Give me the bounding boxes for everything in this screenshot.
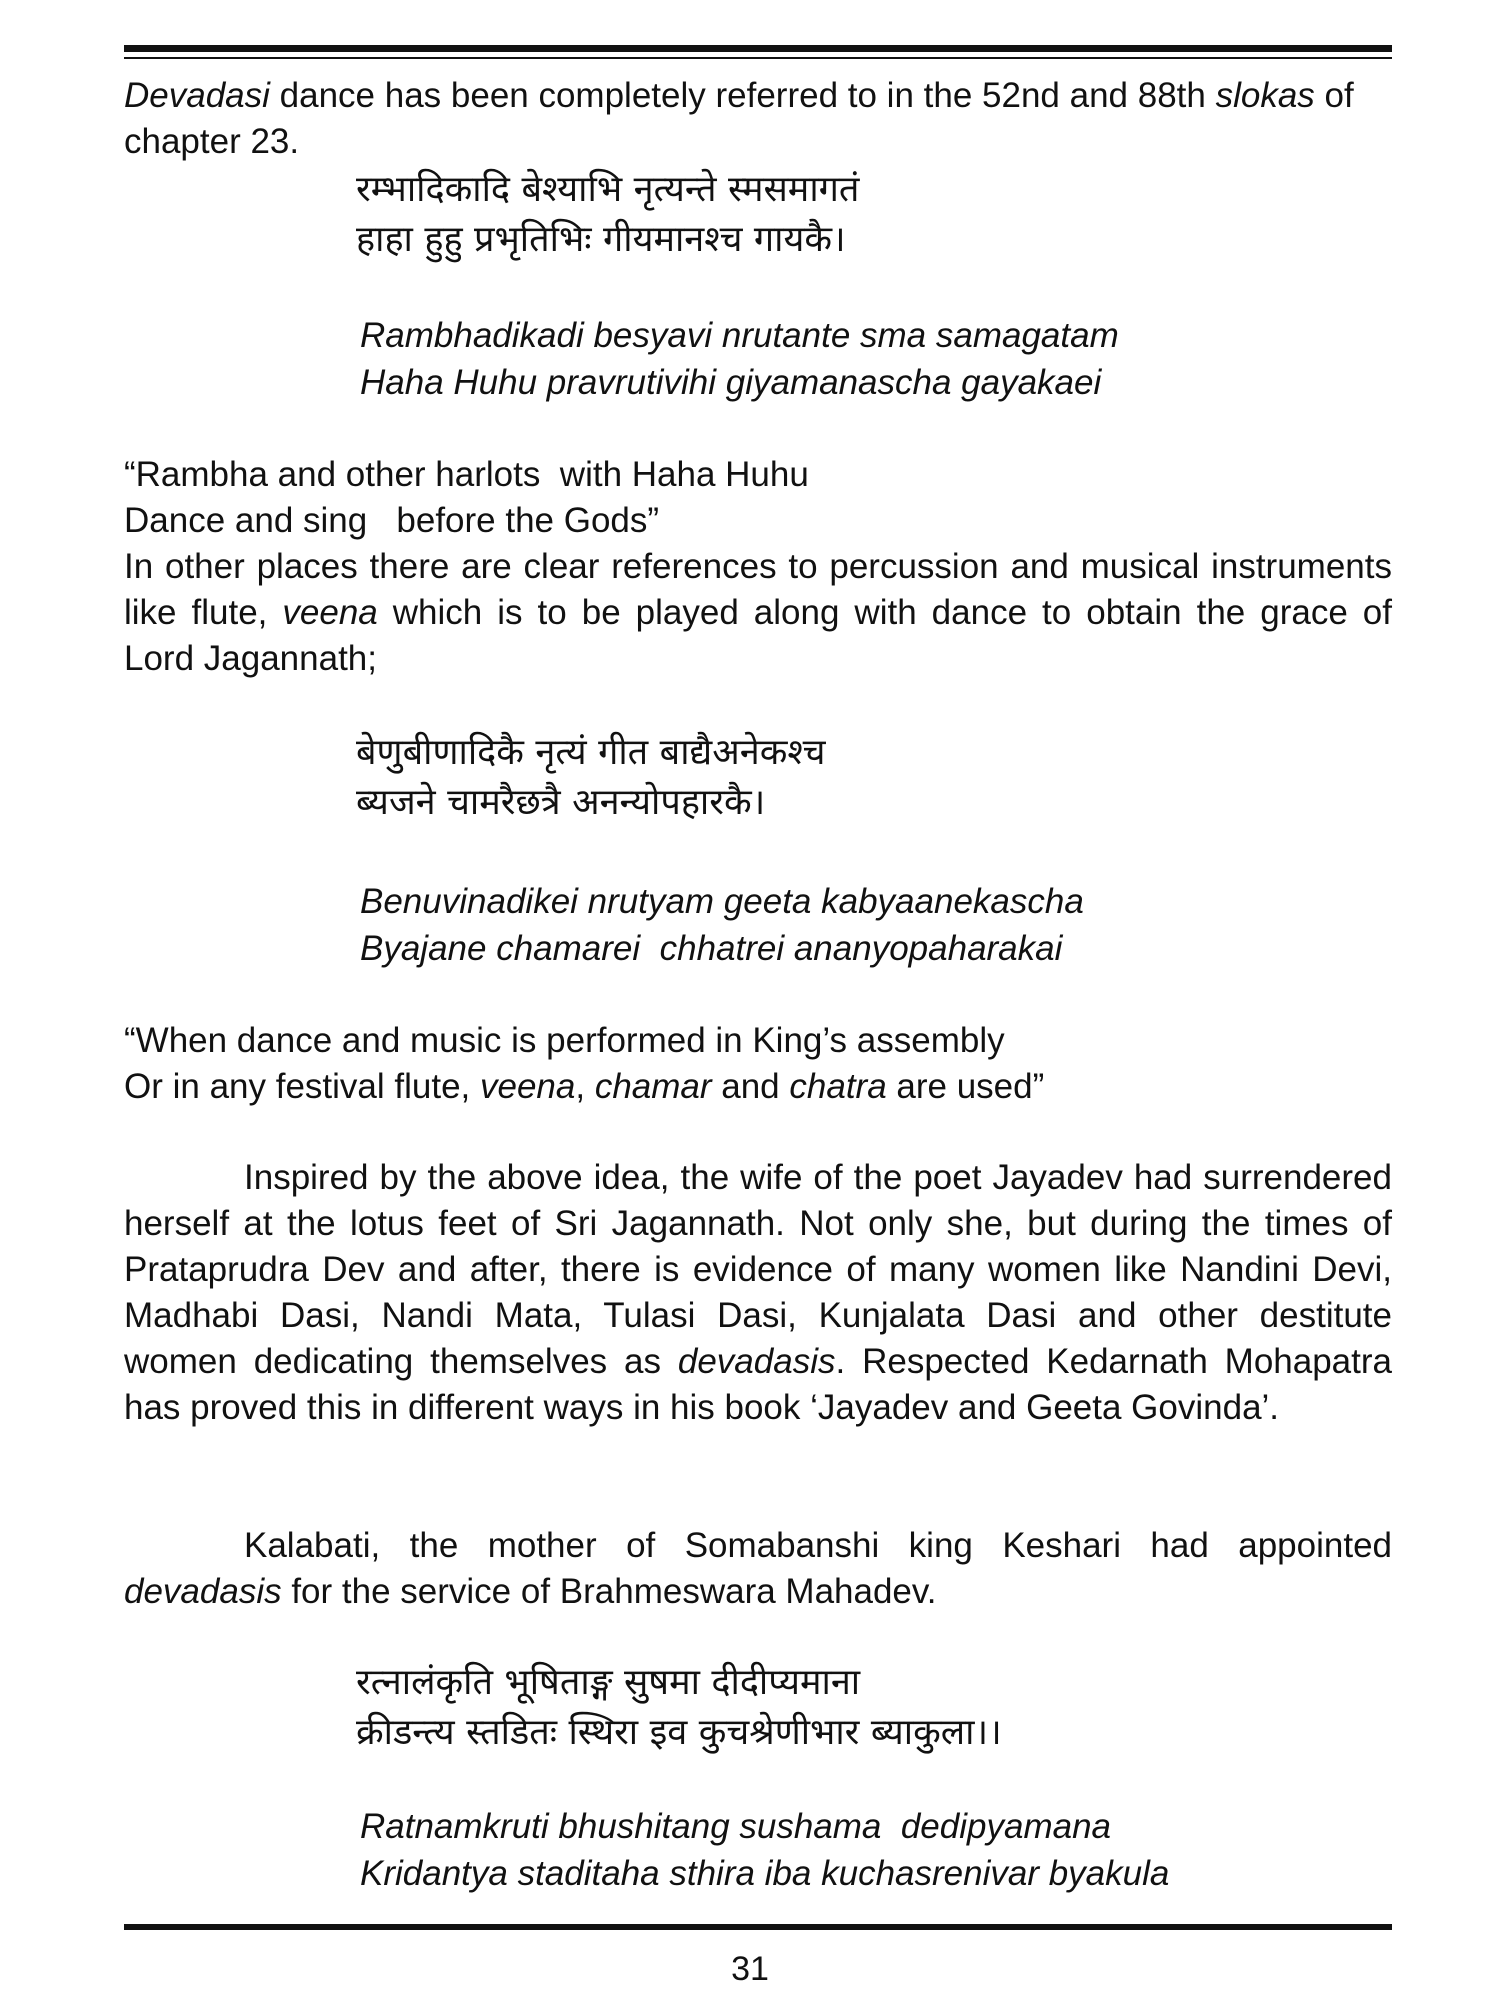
paragraph-devadasi-reference: Devadasi dance has been completely referred to in the 52nd and 88th slokas of chapter 23. xyxy=(124,76,1354,161)
translation-quote-2: “When dance and music is performed in King’s assembly Or in any festival flute, veena, chamar and chatra are used” xyxy=(124,1021,1045,1106)
paragraph-jayadev: Inspired by the above idea, the wife of the poet Jayadev had surrendered herself at the lotus feet of Sri Jagannath. Not only she, but during the times of Prataprudra Dev and after, there is evidence of many women like Nandini Devi, Madhabi Dasi, Nandi Mata, Tulasi Dasi, Kunjalata Dasi and other destitute women dedicating themselves as devadasis. Respected Kedarnath Mohapatra has proved this in different ways in his book ‘Jayadev and Geeta Govinda’. xyxy=(124,1158,1392,1427)
page-number: 31 xyxy=(731,1950,769,1988)
transliteration-3: Ratnamkruti bhushitang sushama dedipyamana Kridantya staditaha sthira iba kuchasrenivar byakula xyxy=(360,1807,1170,1893)
paragraph-instruments: In other places there are clear references to percussion and musical instruments like flute, veena which is to be played along with dance to obtain the grace of Lord Jagannath; xyxy=(124,547,1392,678)
transliteration-2: Benuvinadikei nrutyam geeta kabyaanekascha Byajane chamarei chhatrei ananyopaharakai xyxy=(360,882,1084,968)
sanskrit-verse-2: बेणुबीणादिकै नृत्यं गीत बाद्यैअनेकश्च ब्यजने चामरैछत्रै अनन्योपहारकै। xyxy=(356,732,826,823)
transliteration-1: Rambhadikadi besyavi nrutante sma samagatam Haha Huhu pravrutivihi giyamanascha gayakaei xyxy=(360,316,1119,402)
term-veena: veena xyxy=(282,593,378,632)
bottom-rule xyxy=(124,1924,1392,1930)
top-rule-thick xyxy=(124,45,1392,52)
translation-quote-1: “Rambha and other harlots with Haha Huhu Dance and sing before the Gods” xyxy=(124,455,809,540)
sanskrit-verse-1: रम्भादिकादि बेश्याभि नृत्यन्ते स्मसमागतं हाहा हुहु प्रभृतिभिः गीयमानश्च गायकै। xyxy=(356,169,860,260)
term-slokas: slokas xyxy=(1215,76,1315,115)
term-devadasis: devadasis xyxy=(124,1572,282,1611)
sanskrit-verse-3: रत्नालंकृति भूषिताङ्ग सुषमा दीदीप्यमाना क्रीडन्त्य स्तडितः स्थिरा इव कुचश्रेणीभार ब्याकुला।। xyxy=(356,1662,1002,1753)
paragraph-kalabati: Kalabati, the mother of Somabanshi king Keshari had appointed devadasis for the service of Brahmeswara Mahadev. xyxy=(124,1526,1392,1611)
top-rule-thin xyxy=(124,57,1392,59)
term-devadasi: Devadasi xyxy=(124,76,270,115)
term-devadasis: devadasis xyxy=(677,1342,836,1381)
